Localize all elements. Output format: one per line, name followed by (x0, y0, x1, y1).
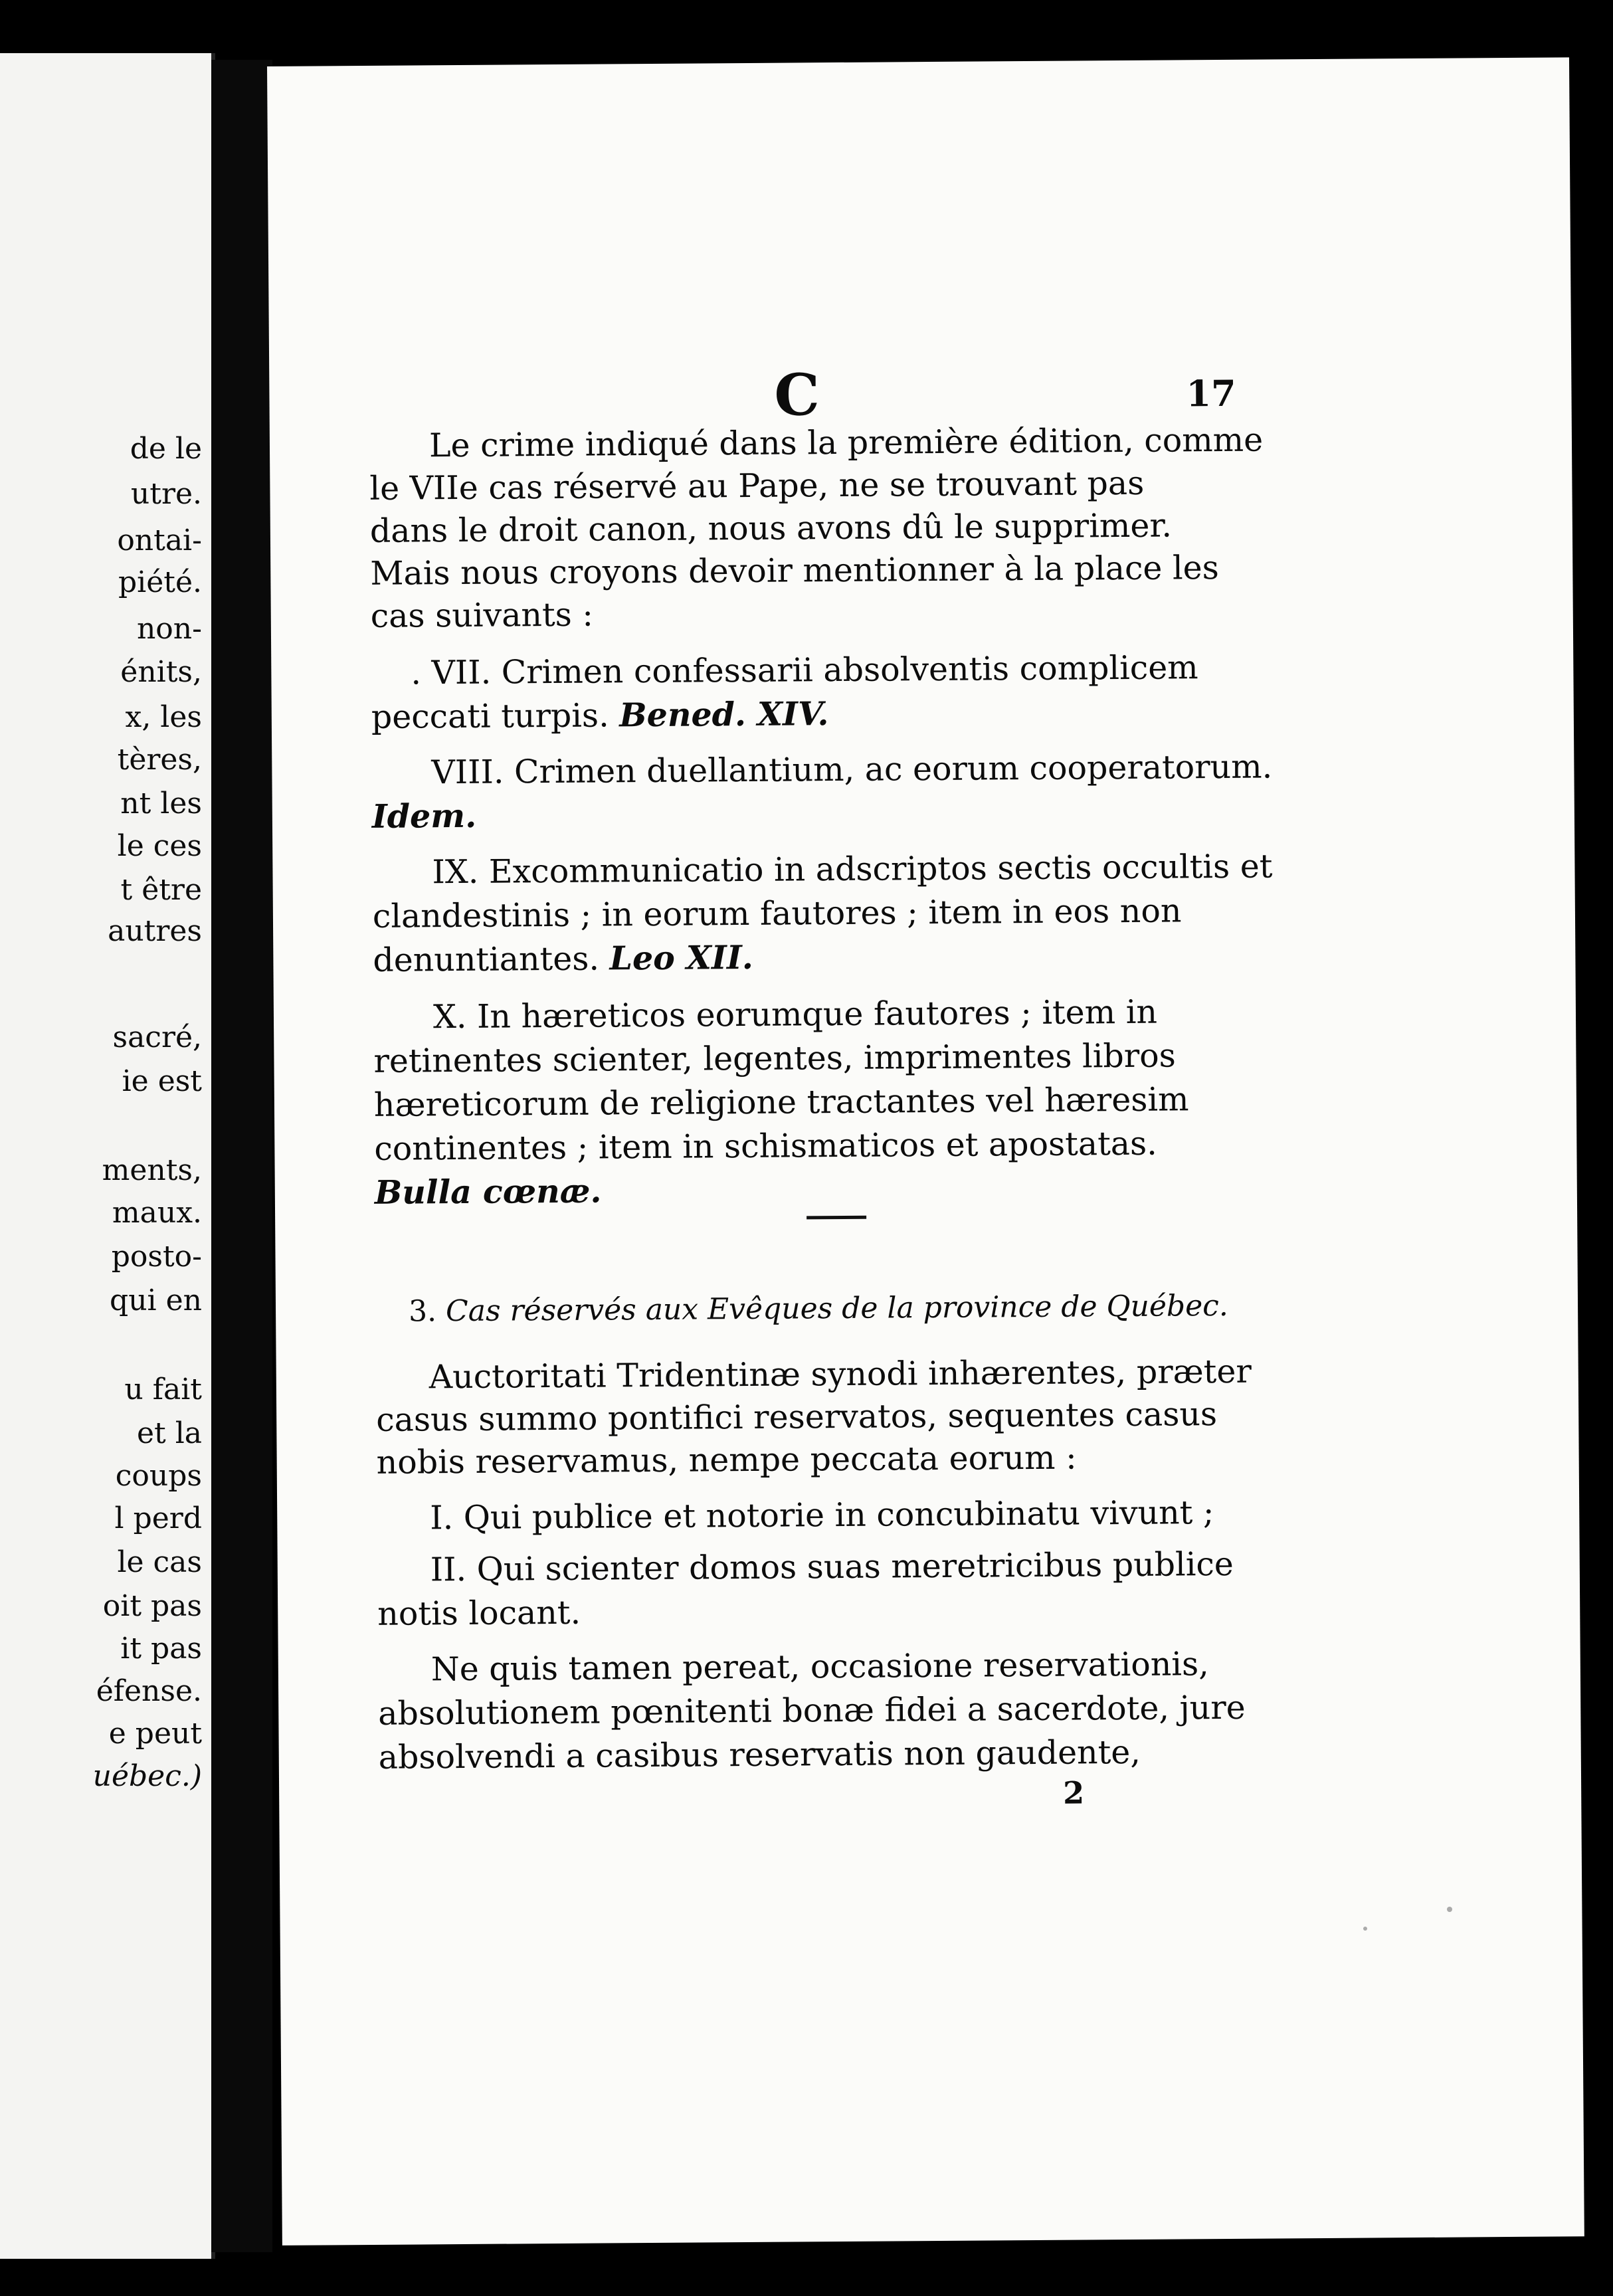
intro-line-3: dans le droit canon, nous avons dû le supprimer. (369, 506, 1173, 550)
closing-line-2: absolutionem pœnitenti bonæ fidei a sacerdote, jure (378, 1688, 1246, 1733)
bishop-case-ii-line-1: II. Qui scienter domos suas meretricibus publice (430, 1545, 1234, 1589)
closing-line-1: Ne quis tamen pereat, occasione reservationis, (430, 1645, 1209, 1689)
left-line-fragment: autres (108, 914, 202, 948)
intro-line-2: le VIIe cas réservé au Pape, ne se trouvant pas (369, 464, 1145, 508)
case-vii-reference: Bened. XIV. (619, 694, 829, 735)
intro-line-5: cas suivants : (370, 595, 594, 635)
right-page (267, 57, 1584, 2246)
left-line-fragment: maux. (112, 1196, 202, 1230)
left-line-fragment: ontai- (117, 524, 202, 557)
left-line-fragment: u fait (124, 1373, 202, 1406)
case-x-line-2: retinentes scienter, legentes, imprimentes libros (373, 1036, 1177, 1080)
section-title: Cas réservés aux Evêques de la province de Québec. (445, 1288, 1228, 1329)
left-line-fragment: oit pas (102, 1589, 202, 1623)
case-ix-reference: Leo XII. (609, 937, 754, 978)
case-vii-line-1: . VII. Crimen confessarii absolventis complicem (411, 648, 1198, 692)
bishop-case-ii-line-2: notis locant. (377, 1593, 581, 1633)
left-line-fragment: le cas (117, 1545, 202, 1579)
latin-intro-line-2: casus summo pontifici reservatos, sequentes casus (376, 1395, 1218, 1439)
case-ix-line-2: clandestinis ; in eorum fautores ; item in eos non (372, 892, 1182, 935)
left-line-fragment: it pas (120, 1632, 202, 1666)
case-x-line-3: hæreticorum de religione tractantes vel hæresim (373, 1080, 1189, 1124)
book-gutter (211, 60, 272, 2252)
left-line-fragment: qui en (110, 1284, 202, 1317)
left-line-fragment: ie est (122, 1064, 202, 1098)
signature-mark: 2 (1062, 1774, 1085, 1811)
left-line-fragment: tères, (117, 743, 202, 777)
paper-speck (1447, 1907, 1452, 1912)
intro-line-1: Le crime indiqué dans la première édition, comme (428, 421, 1264, 465)
left-line-fragment: x, les (125, 700, 202, 734)
left-line-fragment: uébec.) (92, 1759, 202, 1793)
signature-letter: C (774, 361, 820, 429)
left-page-fragment (0, 53, 215, 2259)
section-number: 3. (408, 1294, 437, 1329)
paper-speck (1363, 1927, 1367, 1931)
left-line-fragment: piété. (118, 565, 202, 599)
left-line-fragment: de le (130, 432, 202, 466)
latin-intro-line-1: Auctoritati Tridentinæ synodi inhærentes, præter (428, 1352, 1252, 1396)
left-line-fragment: coups (115, 1459, 202, 1493)
case-ix-line-3 (373, 937, 754, 979)
left-line-fragment: sacré, (112, 1020, 202, 1054)
intro-line-4: Mais nous croyons devoir mentionner à la place les (370, 549, 1220, 593)
left-line-fragment: éfense. (96, 1674, 202, 1708)
left-line-fragment: et la (136, 1416, 202, 1450)
left-line-fragment: posto- (111, 1240, 202, 1274)
section-divider (806, 1216, 866, 1220)
left-line-fragment: utre. (130, 477, 202, 511)
left-line-fragment: e peut (108, 1717, 202, 1751)
case-x-reference: Bulla cœnæ. (374, 1171, 602, 1212)
left-line-fragment: ments, (102, 1153, 202, 1187)
closing-line-3: absolvendi a casibus reservatis non gaudente, (378, 1733, 1141, 1776)
section-heading (409, 1289, 1228, 1329)
left-line-fragment: l perd (114, 1501, 202, 1535)
case-vii-text: peccati turpis. (371, 696, 620, 736)
left-line-fragment: énits, (120, 655, 202, 689)
left-line-fragment: le ces (117, 829, 202, 863)
case-viii-line-1: VIII. Crimen duellantium, ac eorum cooperatorum. (431, 747, 1273, 792)
left-line-fragment: non- (136, 612, 202, 646)
page-number: 17 (1186, 371, 1236, 415)
left-line-fragment: nt les (120, 787, 202, 820)
case-x-line-4: continentes ; item in schismaticos et apostatas. (374, 1124, 1157, 1168)
case-ix-line-1: IX. Excommunicatio in adscriptos sectis occultis et (432, 847, 1273, 892)
case-ix-text: denuntiantes. (373, 939, 610, 979)
left-line-fragment: t être (120, 873, 202, 907)
bishop-case-i: I. Qui publice et notorie in concubinatu vivunt ; (430, 1493, 1214, 1537)
case-x-line-1: X. In hæreticos eorumque fautores ; item in (432, 993, 1158, 1036)
case-vii-line-2 (371, 694, 829, 736)
case-viii-reference: Idem. (371, 796, 477, 836)
latin-intro-line-3: nobis reservamus, nempe peccata eorum : (376, 1438, 1077, 1482)
